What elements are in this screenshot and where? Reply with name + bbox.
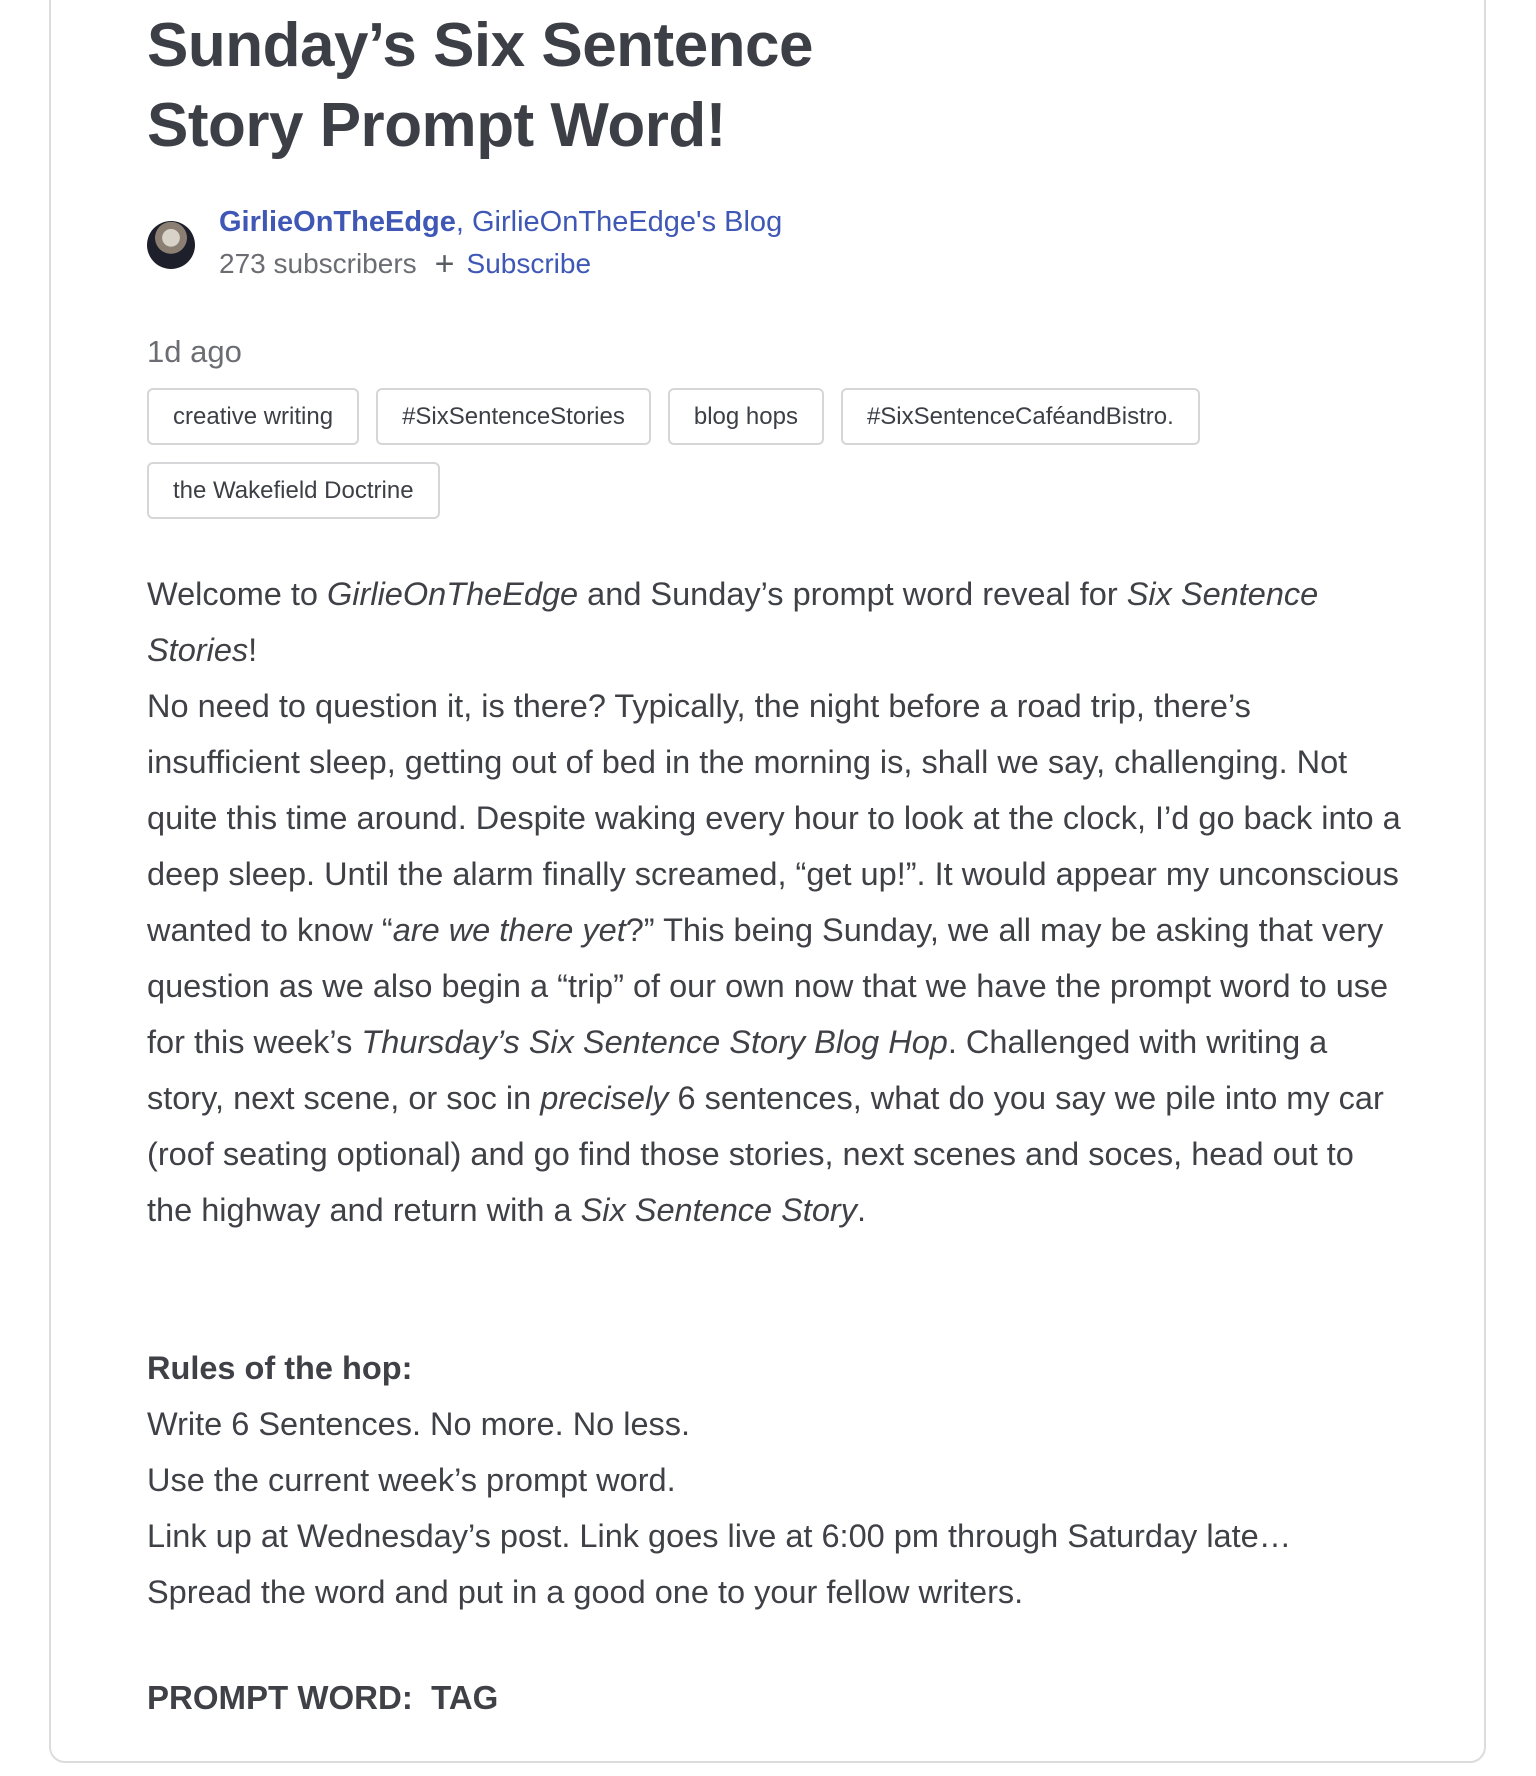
blog-name-link[interactable]: GirlieOnTheEdge's Blog	[472, 206, 783, 238]
tag-chip[interactable]: #SixSentenceStories	[376, 388, 651, 445]
author-byline	[219, 204, 782, 240]
subscriber-count: 273 subscribers	[219, 248, 417, 279]
post-content	[147, 0, 1407, 1716]
body-emphasis: precisely	[540, 1080, 669, 1116]
tag-chip[interactable]: the Wakefield Doctrine	[147, 462, 440, 519]
rule-item: Use the current week’s prompt word.	[147, 1462, 676, 1498]
rule-item: Write 6 Sentences. No more. No less.	[147, 1406, 691, 1442]
body-text: . Challenged with writing a story, next scene, or soc in	[147, 1024, 1328, 1116]
body-text: Welcome to	[147, 576, 328, 612]
post-title	[147, 0, 1407, 166]
author-block	[147, 200, 947, 290]
body-text: No need to question it, is there? Typically, the night before a road trip, there’s insufficient sleep, getting out of bed in the morning is, shall we say, challenging. Not quite this time around. Despite waking every hour to look at the clock, I’d go back into a deep sleep. Until the alarm finally screamed, “get up!”. It would appear my unconscious wanted to know “	[147, 688, 1401, 948]
post-timestamp: 1d ago	[147, 334, 242, 369]
body-text: .	[857, 1192, 867, 1228]
body-paragraph-intro	[147, 566, 1407, 678]
post-title-line-1: Sunday’s Six Sentence	[147, 11, 814, 80]
rules-section	[147, 1340, 1407, 1620]
tag-chip[interactable]: #SixSentenceCaféandBistro.	[841, 388, 1200, 445]
body-text: 6 sentences, what do you say we pile into my car (roof seating optional) and go find those stories, next scenes and soces, head out to the highway and return with a	[147, 1080, 1384, 1228]
post-title-line-2: Story Prompt Word!	[147, 91, 726, 160]
rule-item: Spread the word and put in a good one to your fellow writers.	[147, 1574, 1024, 1610]
tag-chip[interactable]: creative writing	[147, 388, 359, 445]
author-name-link[interactable]: GirlieOnTheEdge	[219, 206, 456, 238]
tag-chip[interactable]: blog hops	[668, 388, 824, 445]
body-emphasis: Six Sentence Stories	[147, 576, 1319, 668]
tag-list	[147, 388, 1347, 519]
subscribe-label: Subscribe	[466, 248, 592, 279]
body-emphasis: GirlieOnTheEdge	[327, 576, 579, 612]
avatar[interactable]	[147, 221, 195, 269]
prompt-word: PROMPT WORD: TAG	[147, 1679, 499, 1716]
body-emphasis: Thursday’s Six Sentence Story Blog Hop	[361, 1024, 948, 1060]
body-emphasis: are we there yet	[392, 912, 626, 948]
body-paragraph-main	[147, 678, 1407, 1238]
body-text: !	[248, 632, 258, 668]
body-text: and Sunday’s prompt word reveal for	[578, 576, 1127, 612]
subscription-row	[219, 246, 591, 282]
post-body	[147, 566, 1407, 1238]
body-text: ?” This being Sunday, we all may be asking that very question as we also begin a “trip” of our own now that we have the prompt word to use for this week’s	[147, 912, 1389, 1060]
rules-heading: Rules of the hop:	[147, 1350, 413, 1386]
body-emphasis: Six Sentence Story	[580, 1192, 857, 1228]
author-separator: ,	[455, 206, 464, 238]
rule-item: Link up at Wednesday’s post. Link goes live at 6:00 pm through Saturday late…	[147, 1518, 1292, 1554]
plus-icon: +	[434, 245, 455, 283]
subscribe-button[interactable]	[435, 246, 591, 282]
